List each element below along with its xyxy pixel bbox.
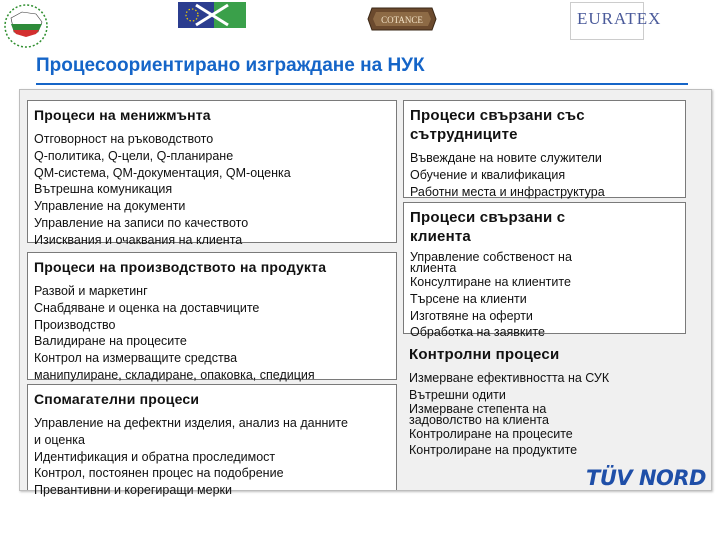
client-list [404,252,685,341]
list-item: Отговорност на ръководството [34,132,214,146]
production-list [28,283,396,384]
management-header: Процеси на менижмънта [34,107,211,123]
list-item: Контрол, постоянен процес на подобрение [34,466,284,481]
support-header: Спомагателни процеси [34,391,200,407]
list-item: Управление на дефектни изделия, анализ на данните [34,416,348,430]
list-item: Изготвяне на оферти [410,308,533,323]
euratex-text: EURATEX [577,9,662,28]
list-item: Превантивни и корегиращи мерки [34,483,233,498]
list-item: Q-политика, Q-цели, Q-планиране [34,148,234,163]
management-processes-panel [27,100,397,247]
production-processes-panel [27,252,397,380]
list-item: Вътрешни одити [409,387,506,402]
list-item: Консултиране на клиентите [410,275,571,289]
list-item: QM-система, QM-документация, QM-оценка [34,165,291,180]
eu-flag-logo [178,2,246,28]
employee-processes-panel [403,100,686,198]
list-item: Развой и маркетинг [34,284,148,298]
production-header: Процеси на производството на продукта [34,259,327,275]
employees-list [404,150,685,200]
employees-header: Процеси свързани със сътрудниците [410,107,585,143]
client-header: Процеси свързани с клиента [410,209,566,245]
page-title: Процесоориентирано изграждане на НУК [36,55,425,76]
list-item: Измерване степента на задоволство на клиента [409,401,549,427]
cotance-text: COTANCE [381,15,423,25]
list-item: Производство [34,317,116,332]
title-underline [36,83,688,85]
list-item: Валидиране на процесите [34,334,187,349]
list-item: и оценка [34,432,85,447]
list-item: манипулиране, складиране, опаковка, спедиция [34,367,315,382]
bulgarian-logo [2,2,54,48]
list-item: Управление на документи [34,199,186,214]
list-item: Контролиране на процесите [409,426,573,441]
list-item: Обработка на заявките [410,325,545,340]
list-item: Работни места и инфраструктура [410,184,605,199]
list-item: Контрол на измерващите средства [34,351,238,366]
list-item: Управление собственост на клиента [410,250,572,275]
list-item: Търсене на клиенти [410,291,527,306]
support-list [28,415,396,499]
client-processes-panel [403,202,686,340]
management-list [28,131,396,249]
euratex-logo [570,2,662,40]
control-header: Контролни процеси [409,346,560,363]
list-item: Обучение и квалификация [410,167,566,182]
cotance-logo [366,4,438,34]
list-item: Идентификация и обратна проследимост [34,449,276,464]
list-item: Контролиране на продуктите [409,443,578,458]
support-processes-panel [27,384,397,498]
list-item: Въвеждане на новите служители [410,151,602,165]
list-item: Измерване ефективността на СУК [409,371,610,385]
list-item: Изисквания и очаквания на клиента [34,232,243,247]
list-item: Снабдяване и оценка на доставчиците [34,300,260,315]
list-item: Управление на записи по качеството [34,215,249,230]
tuv-nord-logo: TÜV NORD [586,466,706,490]
control-list [403,370,686,459]
list-item: Вътрешна комуникация [34,182,173,197]
control-processes-panel [403,340,686,460]
